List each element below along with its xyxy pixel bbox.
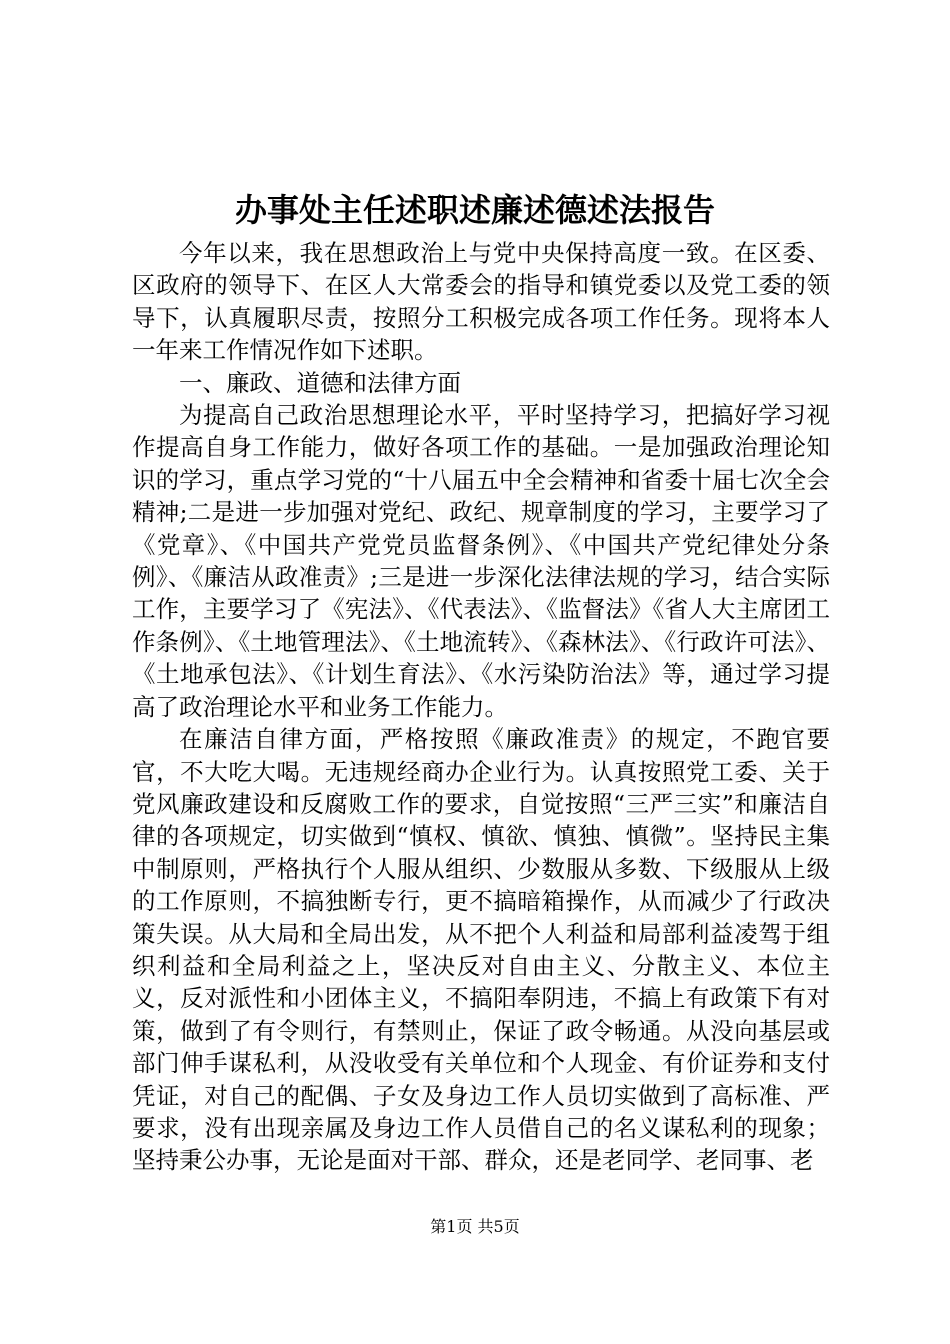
paragraph-integrity: 在廉洁自律方面，严格按照《廉政准责》的规定，不跑官要官，不大吃大喝。无违规经商办企业行为。认真按照党工委、关于党风廉政建设和反腐败工作的要求，自觉按照“三严三实”和廉洁自律的各项规定，切实做到“慎权、慎欲、慎独、慎微”。坚持民主集中制原则，严格执行个人服从组织、少数服从多数、下级服从上级的工作原则，不搞独断专行，更不搞暗箱操作，从而减少了行政决策失误。从大局和全局出发，从不把个人利益和局部利益凌驾于组织利益和全局利益之上，坚决反对自由主义、分散主义、本位主义，反对派性和小团体主义，不搞阳奉阴违，不搞上有政策下有对策，做到了有令则行，有禁则止，保证了政令畅通。从没向基层或部门伸手谋私利，从没收受有关单位和个人现金、有价证券和支付凭证，对自己的配偶、子女及身边工作人员切实做到了高标准、严要求，没有出现亲属及身边工作人员借自己的名义谋私利的现象；坚持秉公办事，无论是面对干部、群众，还是老同学、老同事、老 [132, 725, 830, 1175]
section-heading: 一、廉政、道德和法律方面 [179, 368, 461, 397]
document-body [132, 237, 830, 1177]
paragraph-study: 为提高自己政治思想理论水平，平时坚持学习，把搞好学习视作提高自身工作能力，做好各项工作的基础。一是加强政治理论知识的学习，重点学习党的“十八届五中全会精神和省委十届七次全会精神;二是进一步加强对党纪、政纪、规章制度的学习，主要学习了《党章》、《中国共产党党员监督条例》、《中国共产党纪律处分条例》、《廉洁从政准责》;三是进一步深化法律法规的学习，结合实际工作，主要学习了《宪法》、《代表法》、《监督法》《省人大主席团工作条例》、《土地管理法》、《土地流转》、《森林法》、《行政许可法》、《土地承包法》、《计划生育法》、《水污染防治法》等，通过学习提高了政治理论水平和业务工作能力。 [132, 401, 830, 721]
document-title: 办事处主任述职述廉述德述法报告 [234, 191, 715, 229]
page-number: 第1页 共5页 [430, 1217, 520, 1236]
paragraph-intro: 今年以来，我在思想政治上与党中央保持高度一致。在区委、区政府的领导下、在区人大常委会的指导和镇党委以及党工委的领导下，认真履职尽责，按照分工积极完成各项工作任务。现将本人一年来工作情况作如下述职。 [132, 239, 830, 365]
